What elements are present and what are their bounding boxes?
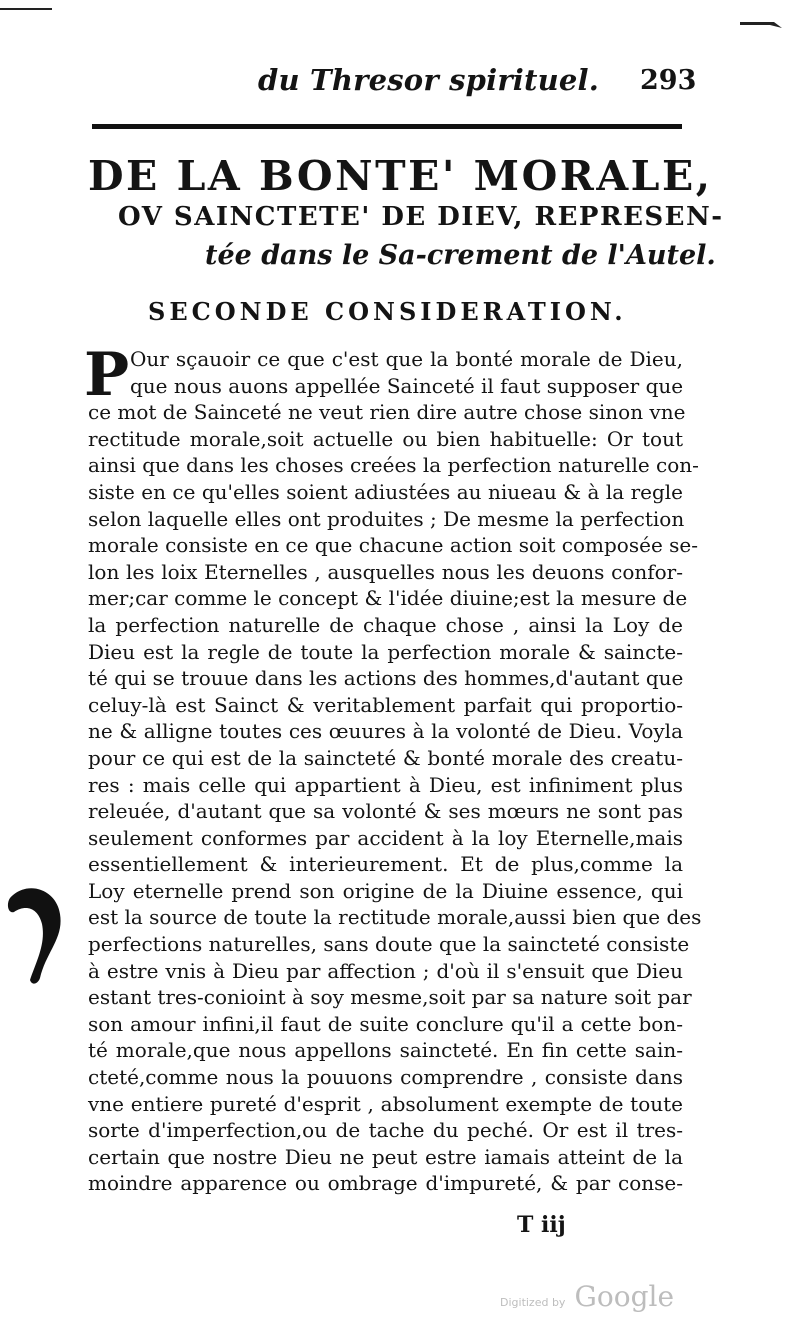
body-line: ainsi que dans les choses creées la perfection naturelle con-: [88, 453, 699, 478]
body-line: sorte d'imperfection,ou de tache du peché. Or est il tres-: [88, 1118, 683, 1143]
body-line: moindre apparence ou ombrage d'impureté, & par conse-: [88, 1171, 683, 1196]
chapter-title-line-2: OV SAINCTETE' DE DIEV, REPRESEN-: [118, 202, 724, 232]
body-line: seulement conformes par accident à la loy Eternelle,mais: [88, 825, 683, 850]
body-line: la perfection naturelle de chaque chose , ainsi la Loy de: [88, 612, 683, 637]
body-line: essentiellement & interieurement. Et de plus,comme la: [88, 852, 683, 877]
body-line: té qui se trouue dans les actions des hommes,d'autant que: [88, 666, 684, 691]
body-line: certain que nostre Dieu ne peut estre iamais atteint de la: [88, 1144, 683, 1169]
body-line: res : mais celle qui appartient à Dieu, est infiniment plus: [88, 772, 683, 797]
body-text: [88, 346, 702, 1197]
chapter-title-line-1: DE LA BONTE' MORALE,: [88, 152, 713, 200]
body-line: mer;car comme le concept & l'idée diuine;est la mesure de: [88, 586, 688, 611]
body-line: Dieu est la regle de toute la perfection morale & saincte-: [88, 639, 683, 664]
body-line: morale consiste en ce que chacune action soit composée se-: [88, 533, 698, 558]
running-head: du Thresor spirituel.: [258, 63, 600, 97]
body-line: pour ce qui est de la saincteté & bonté morale des creatu-: [88, 745, 683, 770]
body-line: perfections naturelles, sans doute que la saincteté consiste: [88, 932, 690, 957]
scan-corner-mark: [740, 20, 782, 28]
header-rule: [92, 124, 682, 129]
body-line: ce mot de Sainceté ne veut rien dire autre chose sinon vne: [88, 400, 686, 425]
body-line: celuy-là est Sainct & veritablement parfait qui proportio-: [88, 692, 683, 717]
watermark-brand: Google: [574, 1280, 675, 1313]
body-line: estant tres-conioint à soy mesme,soit par sa nature soit par: [88, 985, 692, 1010]
body-line: que nous auons appellée Sainceté il faut supposer que: [130, 373, 684, 398]
body-line: Our sçauoir ce que c'est que la bonté morale de Dieu,: [130, 347, 683, 371]
scan-edge-mark: [0, 8, 52, 10]
body-line: son amour infini,il faut de suite conclure qu'il a cette bon-: [88, 1011, 683, 1036]
signature-mark: T iij: [517, 1212, 566, 1238]
body-line: selon laquelle elles ont produites ; De mesme la perfection: [88, 506, 685, 531]
body-line: Loy eternelle prend son origine de la Diuine essence, qui: [88, 878, 683, 903]
body-line: té morale,que nous appellons saincteté. En fin cette sain-: [88, 1038, 683, 1063]
section-title: SECONDE CONSIDERATION.: [148, 297, 627, 326]
body-line: est la source de toute la rectitude morale,aussi bien que des: [88, 905, 702, 930]
chapter-title-line-3: tée dans le Sa-crement de l'Autel.: [205, 240, 716, 271]
digitized-watermark: [500, 1280, 674, 1313]
page-number: 293: [640, 65, 697, 96]
body-line: siste en ce qu'elles soient adiustées au niueau & à la regle: [88, 479, 683, 504]
body-line: vne entiere pureté d'esprit , absolument exempte de toute: [88, 1091, 683, 1116]
body-line: rectitude morale,soit actuelle ou bien habituelle: Or tout: [88, 426, 683, 451]
watermark-prefix: Digitized by: [500, 1296, 566, 1309]
body-line: cteté,comme nous la pouuons comprendre , consiste dans: [88, 1065, 683, 1090]
body-line: lon les loix Eternelles , ausquelles nous les deuons confor-: [88, 559, 683, 584]
drop-cap: P: [84, 340, 130, 410]
margin-ink-mark: [6, 878, 66, 988]
body-line: ne & alligne toutes ces œuures à la volonté de Dieu. Voyla: [88, 719, 683, 744]
body-line: releuée, d'autant que sa volonté & ses mœurs ne sont pas: [88, 799, 683, 824]
body-line: à estre vnis à Dieu par affection ; d'où il s'ensuit que Dieu: [88, 958, 683, 983]
